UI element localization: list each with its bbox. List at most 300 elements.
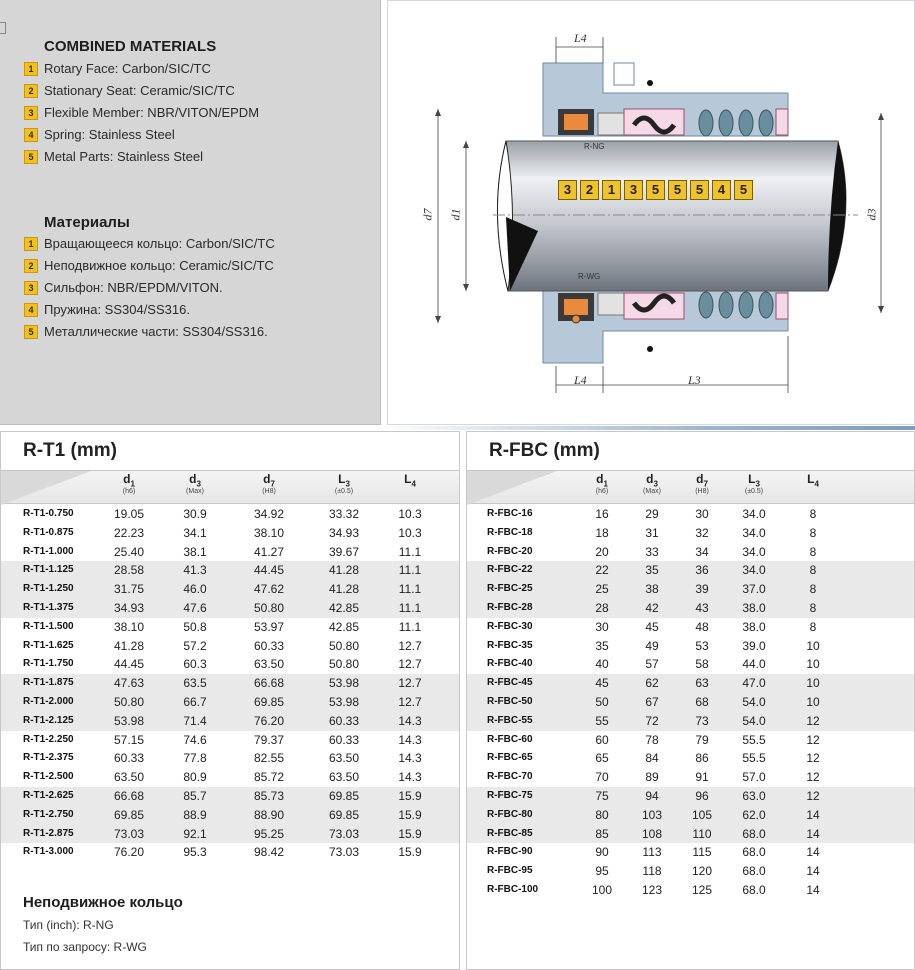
value-cell: 57.2 (183, 638, 207, 653)
value-cell: 85 (595, 826, 609, 841)
column-header-tolerance: (±0.5) (334, 488, 354, 496)
value-cell: 31.75 (113, 582, 145, 597)
value-cell: 12 (806, 732, 820, 747)
value-cell: 35 (595, 638, 609, 653)
column-header-label (385, 472, 435, 488)
value-cell: 62 (645, 676, 659, 691)
column-header (677, 472, 727, 495)
value-cell: 28.58 (113, 563, 145, 578)
value-cell: 54.0 (742, 713, 766, 728)
table-row (1, 543, 459, 562)
table-row (467, 674, 914, 693)
value-cell: 40 (595, 657, 609, 672)
table-row (1, 655, 459, 674)
value-cell: 68.0 (742, 845, 766, 860)
value-cell: 38.0 (742, 619, 766, 634)
value-cell: 55 (595, 713, 609, 728)
material-text: Вращающееся кольцо: Carbon/SIC/TC (44, 236, 275, 251)
table-row (467, 599, 914, 618)
value-cell: 69.85 (328, 807, 360, 822)
value-cell: 108 (641, 826, 663, 841)
value-cell: 60.3 (183, 657, 207, 672)
value-cell: 11.1 (398, 600, 422, 615)
table-row (467, 524, 914, 543)
value-cell: 89 (645, 770, 659, 785)
model-cell: R-T1-0.750 (23, 508, 74, 519)
value-cell: 11.1 (398, 544, 422, 559)
value-cell: 14 (806, 882, 820, 897)
value-cell: 44.0 (742, 657, 766, 672)
column-header-symbol: d (189, 472, 197, 486)
value-cell: 41.28 (328, 582, 360, 597)
material-text: Пружина: SS304/SS316. (44, 302, 190, 317)
value-cell: 30.9 (183, 507, 207, 521)
value-cell: 33.32 (328, 507, 360, 521)
value-cell: 43 (695, 600, 709, 615)
value-cell: 46.0 (183, 582, 207, 597)
value-cell: 33 (645, 544, 659, 559)
value-cell: 110 (692, 826, 712, 841)
material-text: Сильфон: NBR/EPDM/VITON. (44, 280, 223, 295)
value-cell: 57.0 (742, 770, 766, 785)
table-row (467, 561, 914, 580)
value-cell: 12 (806, 770, 820, 785)
value-cell: 113 (642, 845, 662, 860)
value-cell: 50.80 (328, 657, 360, 672)
value-cell: 34 (695, 544, 709, 559)
material-item (24, 58, 259, 80)
column-header-symbol: d (263, 472, 271, 486)
value-cell: 14.3 (398, 770, 422, 785)
value-cell: 60.33 (113, 751, 145, 766)
value-cell: 15.9 (398, 845, 422, 860)
number-badge: 2 (24, 259, 38, 273)
dim-l4-top: L4 (574, 31, 587, 45)
value-cell: 53 (695, 638, 709, 653)
table-row (467, 749, 914, 768)
material-item (24, 255, 275, 277)
value-cell: 80.9 (183, 770, 207, 785)
value-cell: 47.0 (742, 676, 766, 691)
value-cell: 39 (695, 582, 709, 597)
value-cell: 34.0 (742, 544, 766, 559)
value-cell: 50.80 (328, 638, 360, 653)
value-cell: 39.0 (742, 638, 766, 653)
value-cell: 12 (806, 788, 820, 803)
material-item (24, 80, 259, 102)
value-cell: 14 (806, 845, 820, 860)
value-cell: 62.0 (742, 807, 766, 822)
table-row (467, 825, 914, 844)
model-cell: R-T1-1.875 (23, 677, 74, 689)
value-cell: 60.33 (328, 713, 360, 728)
value-cell: 49 (645, 638, 659, 653)
table-row (1, 749, 459, 768)
dim-l4-bottom: L4 (574, 373, 587, 387)
part-badge: 5 (668, 180, 687, 200)
table-row (467, 806, 914, 825)
model-cell: R-FBC-28 (487, 601, 533, 613)
table-row (1, 806, 459, 825)
model-cell: R-T1-1.250 (23, 583, 74, 595)
value-cell: 67 (645, 694, 659, 709)
value-cell: 8 (809, 507, 817, 521)
model-cell: R-FBC-60 (487, 733, 533, 745)
table-row (467, 505, 914, 524)
value-cell: 41.28 (328, 563, 360, 578)
value-cell: 100 (591, 882, 613, 897)
model-cell: R-FBC-18 (487, 526, 533, 538)
value-cell: 11.1 (398, 563, 422, 578)
value-cell: 77.8 (183, 751, 207, 766)
model-cell: R-T1-2.750 (23, 808, 74, 820)
column-header-index: 3 (345, 479, 350, 489)
value-cell: 50.80 (253, 600, 285, 615)
value-cell: 98.42 (253, 845, 285, 860)
table-row (1, 580, 459, 599)
table-row (467, 731, 914, 750)
materials-en-heading: COMBINED MATERIALS (44, 38, 217, 55)
column-header-label (244, 472, 294, 488)
value-cell: 10 (806, 694, 820, 709)
material-text: Spring: Stainless Steel (44, 127, 175, 142)
column-header (627, 472, 677, 495)
model-cell: R-FBC-40 (487, 658, 533, 670)
value-cell: 66.7 (183, 694, 207, 709)
column-header-label (627, 472, 677, 488)
value-cell: 90 (595, 845, 609, 860)
value-cell: 60.33 (253, 638, 285, 653)
seal-drawing (388, 1, 915, 426)
value-cell: 125 (691, 882, 713, 897)
column-header-symbol: d (696, 472, 704, 486)
value-cell: 63.50 (113, 770, 145, 785)
model-cell: R-FBC-75 (487, 789, 533, 801)
value-cell: 50.8 (183, 619, 207, 634)
table-row (467, 843, 914, 862)
table-row (1, 637, 459, 656)
value-cell: 63.50 (328, 751, 360, 766)
value-cell: 44.45 (113, 657, 145, 672)
value-cell: 22.23 (113, 525, 145, 540)
column-header (319, 472, 369, 495)
value-cell: 63.50 (328, 770, 360, 785)
material-item (24, 146, 259, 168)
value-cell: 48 (695, 619, 709, 634)
value-cell: 115 (692, 845, 712, 860)
table-row (467, 543, 914, 562)
materials-ru-list (24, 233, 275, 343)
value-cell: 75 (595, 788, 609, 803)
materials-panel (0, 0, 381, 425)
column-header-symbol: d (596, 472, 604, 486)
part-badge: 5 (690, 180, 709, 200)
value-cell: 57.15 (113, 732, 145, 747)
value-cell: 73.03 (328, 826, 360, 841)
column-header-index: 4 (814, 479, 819, 489)
value-cell: 95.25 (253, 826, 285, 841)
value-cell: 103 (641, 807, 663, 822)
table-row (467, 862, 914, 881)
model-cell: R-FBC-80 (487, 808, 533, 820)
value-cell: 73.03 (328, 845, 360, 860)
value-cell: 20 (595, 544, 609, 559)
value-cell: 12.7 (398, 638, 422, 653)
value-cell: 38 (645, 582, 659, 597)
value-cell: 15.9 (398, 807, 422, 822)
model-cell: R-FBC-55 (487, 714, 533, 726)
value-cell: 38.0 (742, 600, 766, 615)
header-wedge (467, 471, 557, 505)
value-cell: 55.5 (742, 732, 766, 747)
model-cell: R-FBC-25 (487, 583, 533, 595)
value-cell: 25.40 (113, 544, 145, 559)
number-badge: 4 (24, 128, 38, 142)
value-cell: 70 (595, 770, 609, 785)
column-header (170, 472, 220, 495)
value-cell: 88.9 (183, 807, 207, 822)
table-row (467, 712, 914, 731)
material-text: Металлические части: SS304/SS316. (44, 324, 268, 339)
model-cell: R-T1-1.000 (23, 545, 74, 557)
model-cell: R-T1-2.375 (23, 752, 74, 764)
column-header-symbol: d (123, 472, 131, 486)
model-cell: R-T1-2.250 (23, 733, 74, 745)
value-cell: 69.85 (253, 694, 285, 709)
value-cell: 14.3 (398, 751, 422, 766)
seat-label-r-ng: R-NG (584, 142, 605, 151)
table-row (467, 655, 914, 674)
value-cell: 30 (595, 619, 609, 634)
column-header-tolerance: (h6) (595, 488, 609, 496)
value-cell: 44.45 (253, 563, 285, 578)
value-cell: 14.3 (398, 732, 422, 747)
table-row (1, 561, 459, 580)
model-cell: R-FBC-70 (487, 771, 533, 783)
column-header-label (788, 472, 838, 488)
model-cell: R-FBC-85 (487, 827, 533, 839)
value-cell: 39.67 (328, 544, 360, 559)
value-cell: 105 (691, 807, 713, 822)
number-badge: 3 (24, 106, 38, 120)
value-cell: 10.3 (398, 525, 422, 540)
value-cell: 12 (806, 713, 820, 728)
material-text: Flexible Member: NBR/VITON/EPDM (44, 105, 260, 120)
dim-l3: L3 (688, 373, 701, 387)
value-cell: 34.0 (742, 563, 766, 578)
value-cell: 50.80 (113, 694, 145, 709)
number-badge: 4 (24, 303, 38, 317)
seat-label-r-wg: R-WG (578, 272, 601, 281)
value-cell: 47.6 (183, 600, 207, 615)
table-row (467, 693, 914, 712)
table-row (1, 787, 459, 806)
material-item (24, 124, 259, 146)
value-cell: 76.20 (253, 713, 285, 728)
value-cell: 31 (645, 525, 659, 540)
column-header-index: 7 (703, 479, 708, 489)
value-cell: 34.93 (113, 600, 145, 615)
model-cell: R-T1-2.125 (23, 714, 74, 726)
value-cell: 14 (806, 826, 820, 841)
number-badge: 1 (24, 62, 38, 76)
corner-bracket (0, 22, 6, 34)
table-row (1, 768, 459, 787)
dim-d7: d7 (420, 208, 435, 221)
column-header-index: 1 (603, 479, 608, 489)
column-header-index: 1 (130, 479, 135, 489)
value-cell: 34.0 (742, 525, 766, 540)
value-cell: 53.98 (113, 713, 145, 728)
table-row (1, 599, 459, 618)
value-cell: 14 (806, 807, 820, 822)
value-cell: 41.3 (183, 563, 207, 578)
value-cell: 38.10 (253, 525, 285, 540)
value-cell: 38.1 (183, 544, 207, 559)
value-cell: 63.50 (253, 657, 285, 672)
model-cell: R-FBC-22 (487, 564, 533, 576)
value-cell: 53.98 (328, 676, 360, 691)
value-cell: 79 (695, 732, 709, 747)
table-r-fbc (466, 431, 915, 970)
value-cell: 10 (806, 638, 820, 653)
value-cell: 19.05 (113, 507, 145, 521)
value-cell: 22 (595, 563, 609, 578)
number-badge: 5 (24, 325, 38, 339)
value-cell: 14.3 (398, 713, 422, 728)
column-header-tolerance: (Max) (643, 488, 661, 496)
column-header-index: 3 (755, 479, 760, 489)
column-header-label (577, 472, 627, 488)
value-cell: 60.33 (328, 732, 360, 747)
value-cell: 73 (695, 713, 709, 728)
value-cell: 34.93 (328, 525, 360, 540)
value-cell: 8 (809, 582, 817, 597)
table-row (467, 637, 914, 656)
table-row (1, 524, 459, 543)
part-badge: 1 (602, 180, 621, 200)
table-row (1, 674, 459, 693)
column-header-symbol: L (404, 472, 412, 486)
value-cell: 95 (595, 864, 609, 879)
column-header-tolerance: (H8) (695, 488, 709, 496)
model-cell: R-T1-2.875 (23, 827, 74, 839)
value-cell: 35 (645, 563, 659, 578)
column-header (244, 472, 294, 495)
table-row (1, 693, 459, 712)
material-text: Неподвижное кольцо: Ceramic/SIC/TC (44, 258, 274, 273)
number-badge: 5 (24, 150, 38, 164)
value-cell: 94 (645, 788, 659, 803)
value-cell: 73.03 (113, 826, 145, 841)
value-cell: 63 (695, 676, 709, 691)
value-cell: 12.7 (398, 676, 422, 691)
value-cell: 72 (645, 713, 659, 728)
part-badge: 3 (624, 180, 643, 200)
table-r-t1-body (1, 505, 459, 862)
table-row (467, 580, 914, 599)
model-cell: R-T1-1.750 (23, 658, 74, 670)
value-cell: 63.0 (742, 788, 766, 803)
column-header (385, 472, 435, 488)
value-cell: 69.85 (113, 807, 145, 822)
part-badge: 4 (712, 180, 731, 200)
dim-d1: d1 (448, 208, 463, 221)
value-cell: 32 (695, 525, 709, 540)
value-cell: 10 (806, 676, 820, 691)
value-cell: 29 (645, 507, 659, 521)
part-number-badges (558, 180, 753, 200)
value-cell: 30 (695, 507, 709, 521)
value-cell: 12 (806, 751, 820, 766)
column-header-tolerance: (±0.5) (744, 488, 764, 496)
value-cell: 8 (809, 544, 817, 559)
value-cell: 82.55 (253, 751, 285, 766)
part-badge: 5 (734, 180, 753, 200)
part-badge: 3 (558, 180, 577, 200)
material-item (24, 299, 275, 321)
column-header (104, 472, 154, 495)
value-cell: 74.6 (183, 732, 207, 747)
table-row (467, 618, 914, 637)
model-cell: R-FBC-90 (487, 846, 533, 858)
model-cell: R-FBC-100 (487, 883, 539, 895)
model-cell: R-FBC-45 (487, 677, 533, 689)
value-cell: 96 (695, 788, 709, 803)
column-header-symbol: L (338, 472, 346, 486)
value-cell: 80 (595, 807, 609, 822)
table-r-t1 (0, 431, 460, 970)
model-cell: R-FBC-65 (487, 752, 533, 764)
table-row (1, 712, 459, 731)
divider-bar (381, 426, 915, 430)
value-cell: 8 (809, 563, 817, 578)
value-cell: 34.1 (183, 525, 207, 540)
value-cell: 15.9 (398, 826, 422, 841)
model-cell: R-T1-2.000 (23, 695, 74, 707)
model-cell: R-T1-1.125 (23, 564, 74, 576)
column-header-index: 3 (653, 479, 658, 489)
model-cell: R-T1-0.875 (23, 526, 74, 538)
value-cell: 66.68 (113, 788, 145, 803)
value-cell: 45 (645, 619, 659, 634)
table-row (467, 881, 914, 900)
table-row (467, 787, 914, 806)
dim-d3: d3 (864, 208, 879, 221)
model-cell: R-FBC-20 (487, 545, 533, 557)
value-cell: 55.5 (742, 751, 766, 766)
column-header-symbol: L (748, 472, 756, 486)
header-wedge (1, 471, 91, 505)
value-cell: 123 (641, 882, 663, 897)
value-cell: 54.0 (742, 694, 766, 709)
number-badge: 1 (24, 237, 38, 251)
table-row (467, 768, 914, 787)
value-cell: 38.10 (113, 619, 145, 634)
table-row (1, 843, 459, 862)
value-cell: 78 (645, 732, 659, 747)
model-cell: R-T1-1.500 (23, 620, 74, 632)
column-header-tolerance: (h6) (122, 488, 136, 496)
model-cell: R-T1-2.500 (23, 771, 74, 783)
column-header-label (170, 472, 220, 488)
table-row (1, 731, 459, 750)
value-cell: 47.62 (253, 582, 285, 597)
value-cell: 11.1 (398, 619, 422, 634)
value-cell: 71.4 (183, 713, 207, 728)
value-cell: 69.85 (328, 788, 360, 803)
value-cell: 8 (809, 619, 817, 634)
